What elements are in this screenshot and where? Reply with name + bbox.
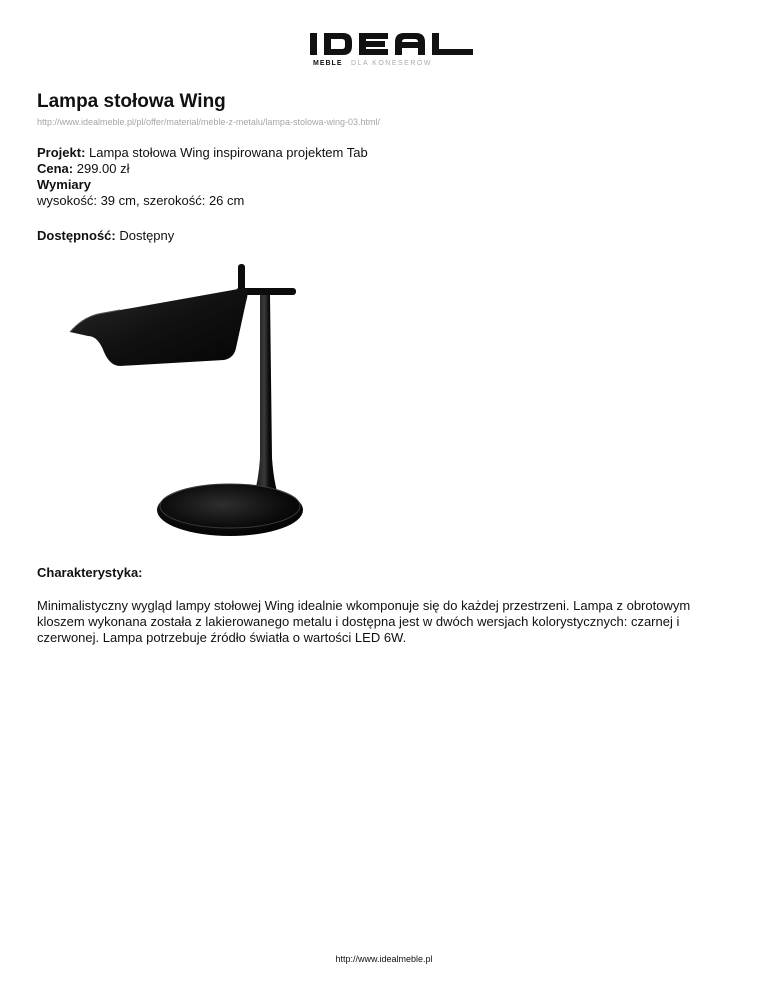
page-title: Lampa stołowa Wing xyxy=(37,91,226,112)
availability-row xyxy=(37,228,174,244)
logo-tagline-meble: MEBLE xyxy=(313,60,343,67)
ideal-logo xyxy=(307,30,477,70)
project-row xyxy=(37,145,368,161)
project-label: Projekt: xyxy=(37,145,86,160)
product-image xyxy=(60,258,320,538)
price-label: Cena: xyxy=(37,161,74,176)
dimensions-label: Wymiary xyxy=(37,177,91,192)
product-url[interactable]: http://www.idealmeble.pl/pl/offer/material/meble-z-metalu/lampa-stolowa-wing-03.html/ xyxy=(37,117,380,127)
footer-url[interactable]: http://www.idealmeble.pl xyxy=(335,954,433,964)
availability-value: Dostępny xyxy=(115,228,175,243)
characteristics-text: Minimalistyczny wygląd lampy stołowej Wing idealnie wkomponuje się do każdej przestrzeni. Lampa z obrotowym kloszem wykonana została z lakierowanego metalu i dostępna jest w dwóch wersjach kolorystycznych: czarnej i czerwonej. Lampa potrzebuje źródło światła o wartości LED 6W. xyxy=(37,598,691,645)
product-info xyxy=(37,145,368,209)
price-row xyxy=(37,161,368,177)
characteristics-label: Charakterystyka: xyxy=(37,565,143,580)
project-value: Lampa stołowa Wing inspirowana projektem Tab xyxy=(85,145,368,160)
dimensions-value: wysokość: 39 cm, szerokość: 26 cm xyxy=(37,193,245,208)
logo-tagline-koneserow: DLA KONESERÓW xyxy=(351,60,432,67)
dimensions-label-row xyxy=(37,177,368,193)
availability-label: Dostępność: xyxy=(37,228,116,243)
price-value: 299.00 zł xyxy=(73,161,130,176)
